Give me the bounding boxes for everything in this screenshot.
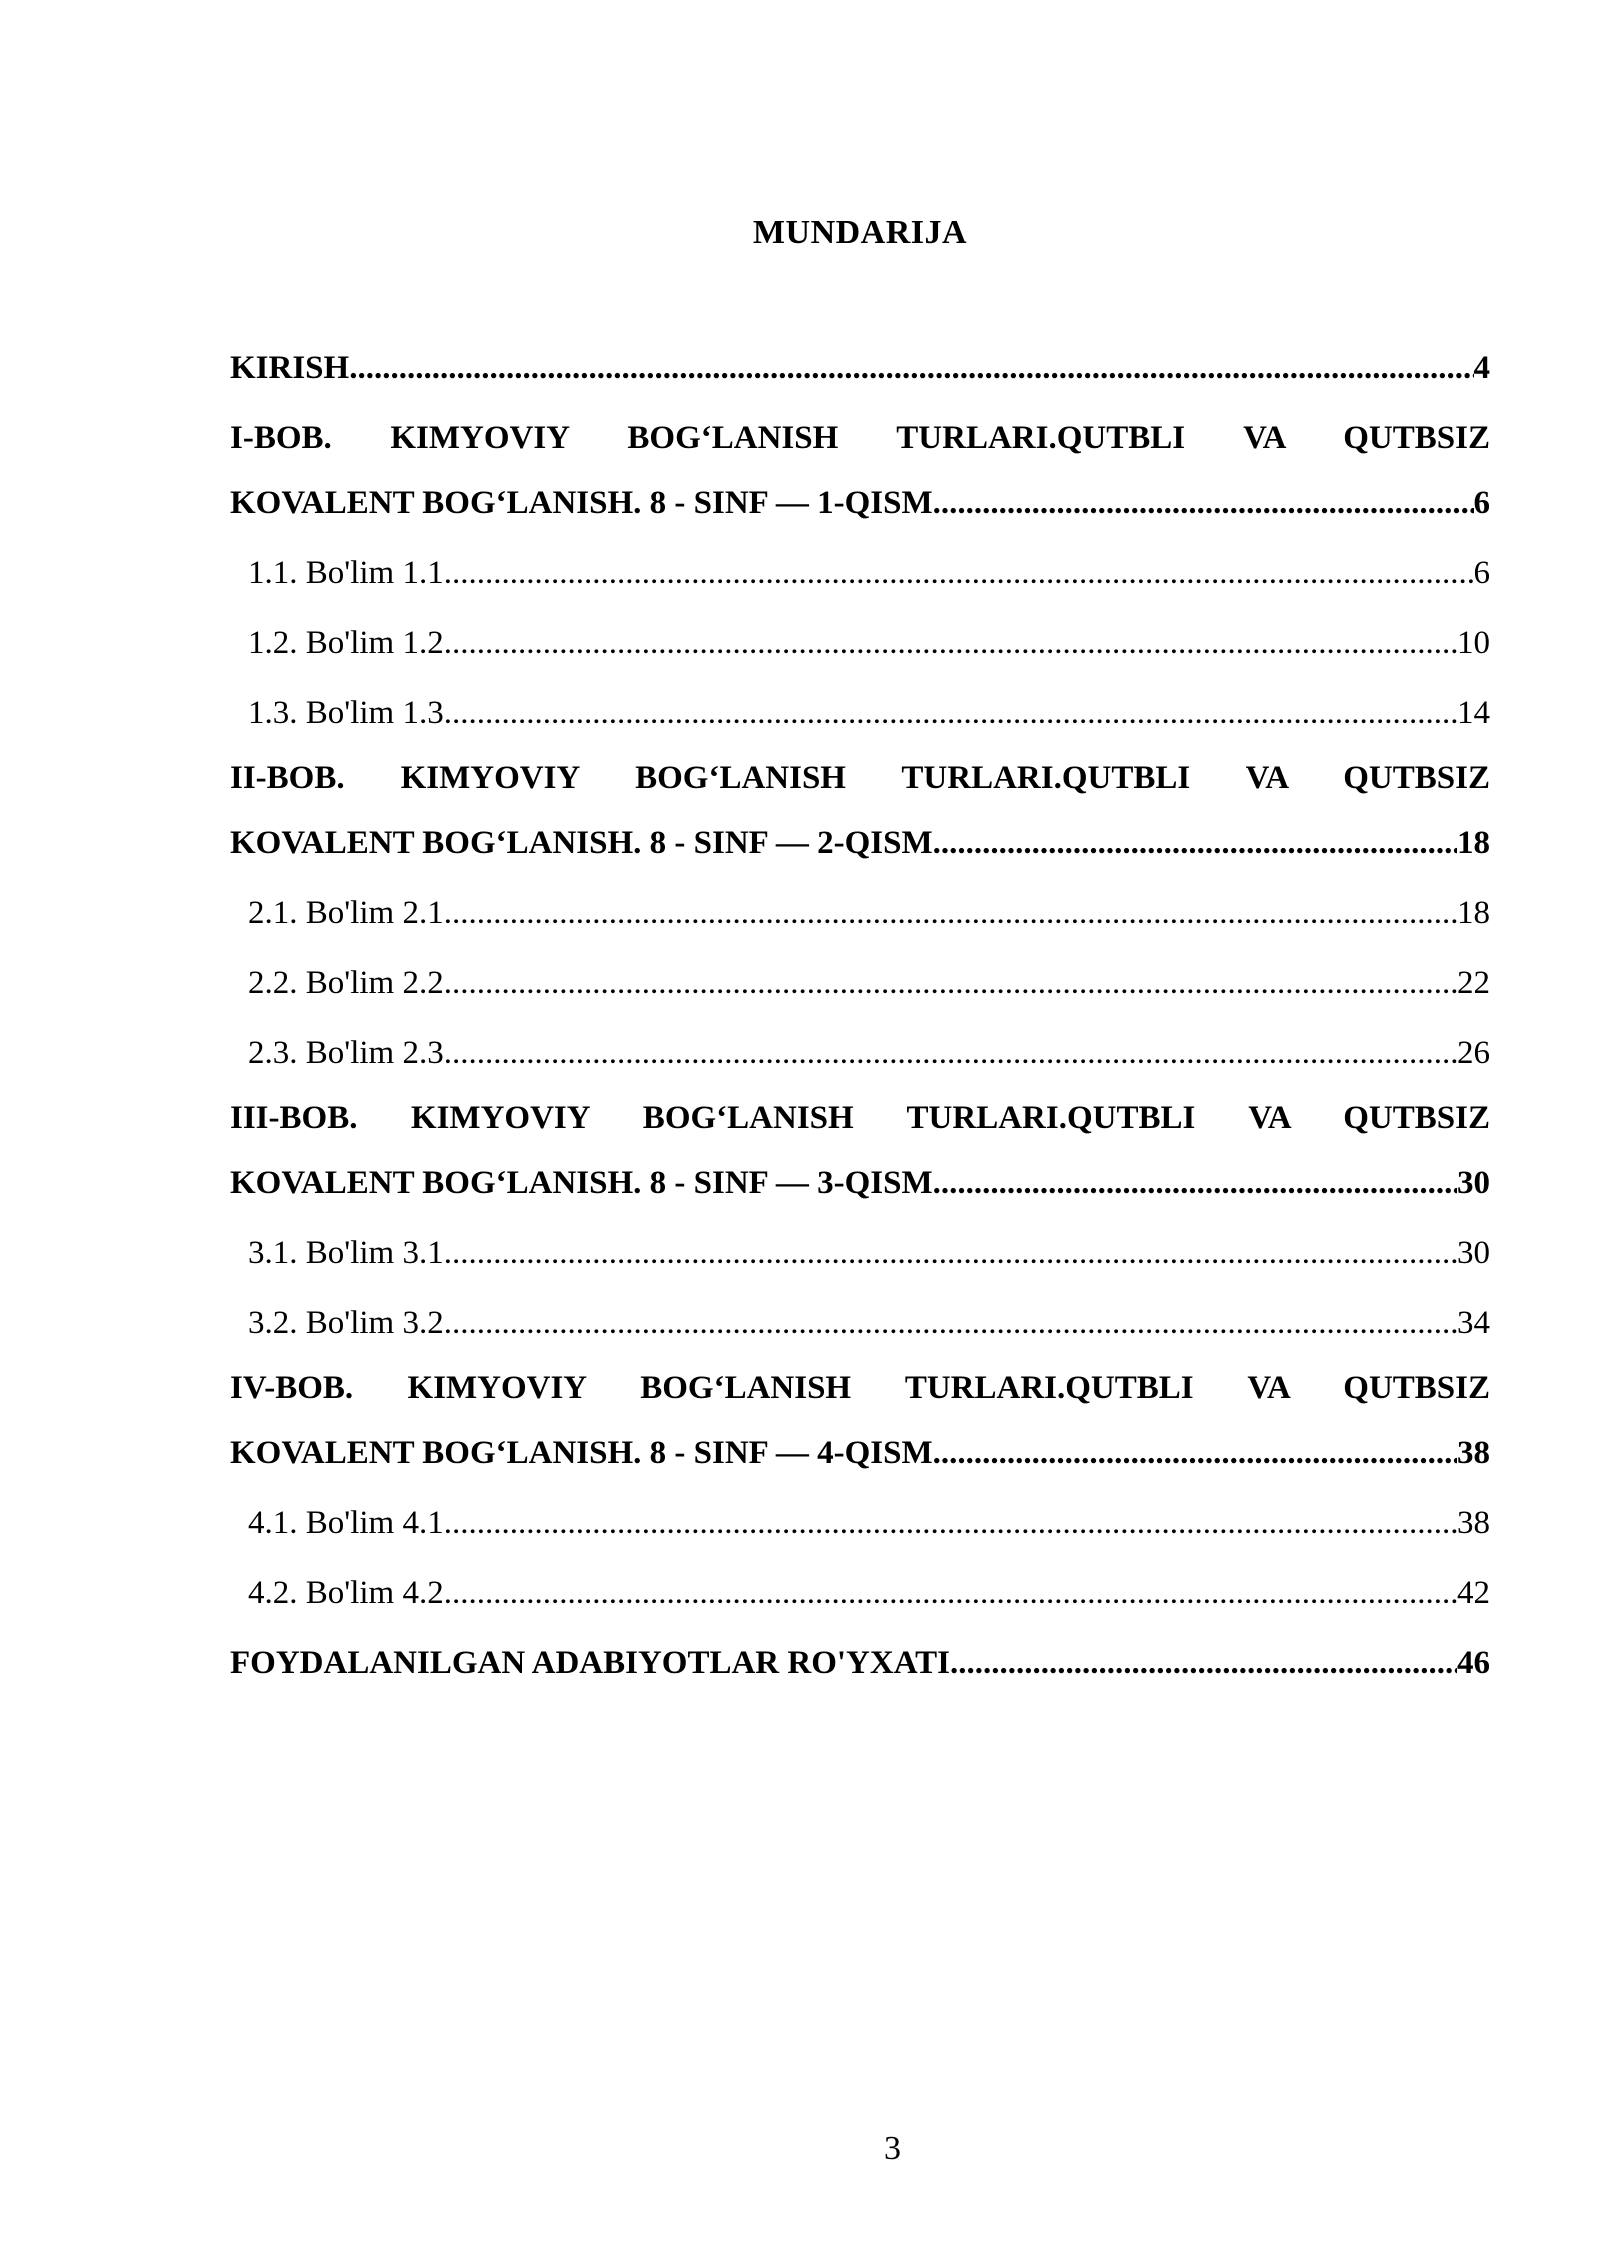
dot-leader <box>444 1230 1457 1276</box>
dot-leader <box>444 1030 1457 1076</box>
toc-page-number: 46 <box>1457 1645 1490 1681</box>
dot-leader <box>444 1300 1457 1346</box>
toc-entry-label: 2.2. Bo'lim 2.2 <box>248 965 444 1001</box>
toc-chapter-2[interactable] <box>230 820 1490 866</box>
toc-page-number: 34 <box>1457 1305 1490 1341</box>
toc-chapter-4-heading[interactable]: IV-BOB. KIMYOVIY BOG‘LANISH TURLARI.QUTBLI VA QUTBSIZ <box>230 1370 1490 1406</box>
toc-page-number: 38 <box>1457 1505 1490 1541</box>
toc-page-number: 30 <box>1457 1165 1490 1201</box>
dot-leader <box>950 1640 1457 1686</box>
toc-chapter-4[interactable] <box>230 1430 1490 1476</box>
toc-section-3-1[interactable] <box>230 1230 1490 1276</box>
toc-entry-references[interactable] <box>230 1640 1490 1686</box>
toc-section-2-1[interactable] <box>230 890 1490 936</box>
dot-leader <box>933 1430 1457 1476</box>
toc-entry-label: FOYDALANILGAN ADABIYOTLAR RO'YXATI <box>230 1645 950 1681</box>
dot-leader <box>444 890 1457 936</box>
toc-page-number: 6 <box>1473 555 1490 591</box>
toc-page-number: 38 <box>1457 1435 1490 1471</box>
toc-entry-label: 1.1. Bo'lim 1.1 <box>248 555 444 591</box>
toc-entry-label: KOVALENT BOG‘LANISH. 8 - SINF — 2-QISM <box>230 825 933 861</box>
dot-leader <box>444 620 1457 666</box>
table-of-contents <box>230 345 1490 1710</box>
toc-page-number: 4 <box>1473 350 1490 386</box>
toc-entry-label: KOVALENT BOG‘LANISH. 8 - SINF — 1-QISM <box>230 485 933 521</box>
dot-leader <box>444 690 1457 736</box>
toc-page-number: 30 <box>1457 1235 1490 1271</box>
toc-section-4-2[interactable] <box>230 1570 1490 1616</box>
toc-page-number: 18 <box>1457 825 1490 861</box>
toc-entry-label: 3.1. Bo'lim 3.1 <box>248 1235 444 1271</box>
toc-section-2-3[interactable] <box>230 1030 1490 1076</box>
dot-leader <box>349 345 1473 391</box>
toc-entry-intro[interactable] <box>230 345 1490 391</box>
toc-chapter-1-heading[interactable]: I-BOB. KIMYOVIY BOG‘LANISH TURLARI.QUTBLI VA QUTBSIZ <box>230 420 1490 456</box>
toc-entry-label: 4.1. Bo'lim 4.1 <box>248 1505 444 1541</box>
toc-section-1-2[interactable] <box>230 620 1490 666</box>
toc-page-number: 42 <box>1457 1575 1490 1611</box>
dot-leader <box>933 480 1474 526</box>
toc-page-number: 26 <box>1457 1035 1490 1071</box>
toc-entry-label: KOVALENT BOG‘LANISH. 8 - SINF — 4-QISM <box>230 1435 933 1471</box>
dot-leader <box>933 820 1457 866</box>
toc-entry-label: 3.2. Bo'lim 3.2 <box>248 1305 444 1341</box>
page-footer-number: 3 <box>884 2130 901 2167</box>
toc-entry-label: KOVALENT BOG‘LANISH. 8 - SINF — 3-QISM <box>230 1165 933 1201</box>
toc-section-1-3[interactable] <box>230 690 1490 736</box>
dot-leader <box>444 1570 1457 1616</box>
toc-chapter-2-heading[interactable]: II-BOB. KIMYOVIY BOG‘LANISH TURLARI.QUTBLI VA QUTBSIZ <box>230 760 1490 796</box>
toc-page-number: 18 <box>1457 895 1490 931</box>
toc-entry-label: 2.3. Bo'lim 2.3 <box>248 1035 444 1071</box>
toc-chapter-3[interactable] <box>230 1160 1490 1206</box>
toc-entry-label: KIRISH <box>230 350 350 386</box>
dot-leader <box>444 960 1457 1006</box>
page-title: MUNDARIJA <box>752 214 968 251</box>
toc-entry-label: 1.2. Bo'lim 1.2 <box>248 625 444 661</box>
toc-page-number: 14 <box>1457 695 1490 731</box>
toc-chapter-1[interactable] <box>230 480 1490 526</box>
dot-leader <box>444 550 1474 596</box>
toc-section-1-1[interactable] <box>230 550 1490 596</box>
toc-page-number: 22 <box>1457 965 1490 1001</box>
toc-entry-label: 4.2. Bo'lim 4.2 <box>248 1575 444 1611</box>
toc-entry-label: 1.3. Bo'lim 1.3 <box>248 695 444 731</box>
toc-page-number: 6 <box>1473 485 1490 521</box>
toc-section-2-2[interactable] <box>230 960 1490 1006</box>
toc-entry-label: 2.1. Bo'lim 2.1 <box>248 895 444 931</box>
toc-page-number: 10 <box>1457 625 1490 661</box>
dot-leader <box>444 1500 1457 1546</box>
toc-section-3-2[interactable] <box>230 1300 1490 1346</box>
dot-leader <box>933 1160 1457 1206</box>
toc-section-4-1[interactable] <box>230 1500 1490 1546</box>
toc-chapter-3-heading[interactable]: III-BOB. KIMYOVIY BOG‘LANISH TURLARI.QUTBLI VA QUTBSIZ <box>230 1100 1490 1136</box>
